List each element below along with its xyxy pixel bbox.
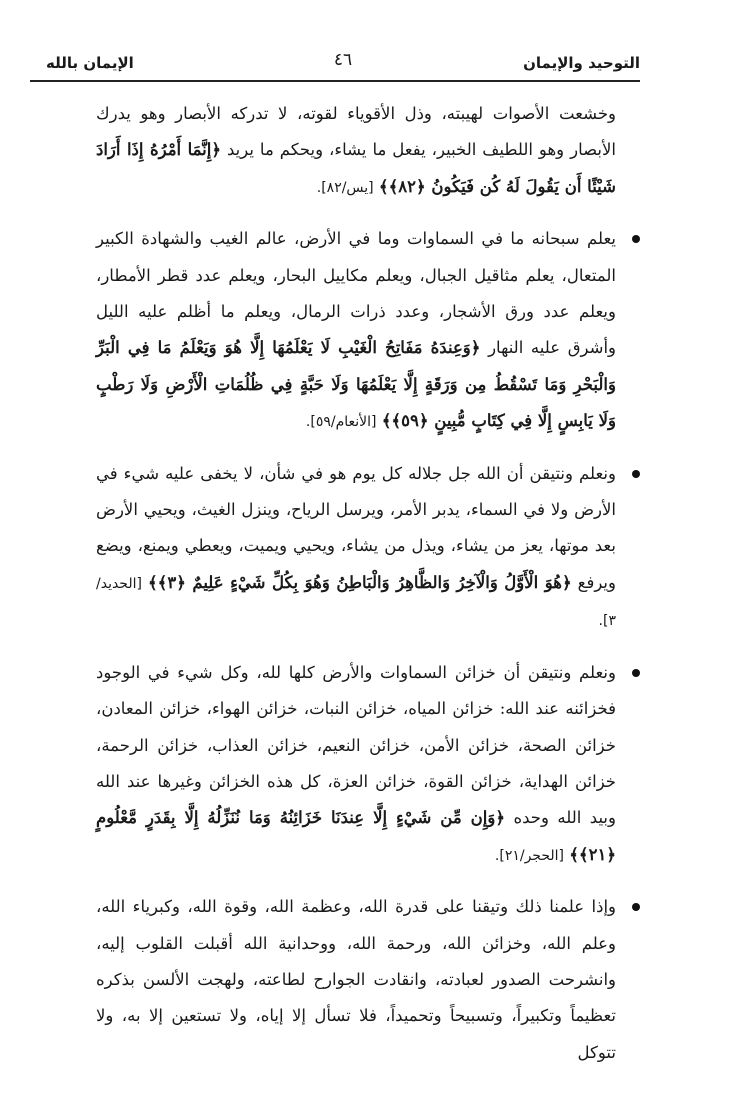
header-rule: [30, 80, 640, 82]
verse-reference: [الحجر/٢١].: [494, 847, 564, 864]
paragraph-text: يعلم سبحانه ما في السماوات وما في الأرض، عالم الغيب والشهادة الكبير المتعال، يعلم مثاقيل الجبال، ويعلم مكاييل البحار، ويعلم عدد قطر الأمطار، ويعلم عدد ورق الأشجار، وعدد ذرات الرمال، ويعلم ما أظلم عليه الليل وأشرق عليه النهار: [96, 229, 616, 358]
page-number: ٤٦: [333, 50, 353, 70]
paragraph-text: وخشعت الأصوات لهيبته، وذل الأقوياء لقوته، لا تدركه الأبصار وهو يدرك الأبصار وهو اللطيف الخبير، يفعل ما يشاء، ويحكم ما يريد: [96, 104, 616, 160]
header-chapter-title: الإيمان بالله: [46, 54, 134, 72]
page-body: [96, 96, 616, 1071]
quran-verse: ﴿هُوَ الْأَوَّلُ وَالْآخِرُ وَالظَّاهِرُ وَالْبَاطِنُ وَهُوَ بِكُلِّ شَيْءٍ عَلِيمٌ ﴿٣﴾﴾: [147, 572, 572, 592]
paragraph-4: [96, 655, 616, 874]
bullet-icon: [632, 235, 640, 243]
bullet-icon: [632, 470, 640, 478]
quran-verse: ﴿وَعِندَهُ مَفَاتِحُ الْغَيْبِ لَا يَعْلَمُهَا إِلَّا هُوَ وَيَعْلَمُ مَا فِي الْبَرِّ وَالْبَحْرِ وَمَا تَسْقُطُ مِن وَرَقَةٍ إِلَّا يَعْلَمُهَا وَلَا حَبَّةٍ فِي ظُلُمَاتِ الْأَرْضِ وَلَا رَطْبٍ وَلَا يَابِسٍ إِلَّا فِي كِتَابٍ مُّبِينٍ ﴿٥٩﴾﴾: [96, 338, 616, 431]
bullet-icon: [632, 669, 640, 677]
bullet-icon: [632, 903, 640, 911]
quran-verse: ﴿إِنَّمَا أَمْرُهُ إِذَا أَرَادَ شَيْئًا أَن يَقُولَ لَهُ كُن فَيَكُونُ ﴿٨٢﴾﴾: [96, 140, 616, 196]
paragraph-2: [96, 221, 616, 440]
header-book-title: التوحيد والإيمان: [523, 54, 640, 72]
verse-reference: [الأنعام/٥٩].: [305, 414, 377, 431]
running-header: [46, 50, 640, 80]
verse-reference: [يس/٨٢].: [316, 179, 374, 196]
verse-reference: [الحديد/٣].: [96, 575, 616, 630]
paragraph-3: [96, 456, 616, 640]
paragraph-1: [96, 96, 616, 206]
quran-verse: ﴿وَإِن مِّن شَيْءٍ إِلَّا عِندَنَا خَزَائِنُهُ وَمَا نُنَزِّلُهُ إِلَّا بِقَدَرٍ مَّعْلُومٍ ﴿٢١﴾﴾: [96, 808, 616, 864]
paragraph-text: ونعلم ونتيقن أن الله جل جلاله كل يوم هو في شأن، لا يخفى عليه شيء في الأرض ولا في السماء، يدبر الأمر، ويرسل الرياح، وينزل الغيث، ويحيي الأرض بعد موتها، يعز من يشاء، ويذل من يشاء، ويحيي ويميت، ويعطي ويمنع، ويضع ويرفع: [96, 463, 616, 592]
paragraph-5: [96, 889, 616, 1071]
paragraph-text: ونعلم ونتيقن أن خزائن السماوات والأرض كلها لله، وكل شيء في الوجود فخزائنه عند الله: خزائن المياه، خزائن النبات، خزائن الهواء، خزائن المعادن، خزائن الصحة، خزائن الأمن، خزائن النعيم، خزائن العذاب، خزائن الرحمة، خزائن الهداية، خزائن القوة، خزائن العزة، كل هذه الخزائن وغيرها عند الله وبيد الله وحده: [96, 662, 616, 828]
paragraph-text: وإذا علمنا ذلك وتيقنا على قدرة الله، وعظمة الله، وقوة الله، وكبرياء الله، وعلم الله، وخزائن الله، ورحمة الله، ووحدانية الله أقبلت القلوب إليه، وانشرحت الصدور لعبادته، وانقادت الجوارح لطاعته، ولهجت الألسن بذكره تعظيماً وتكبيراً، وتسبيحاً وتحميداً، فلا تسأل إلا إياه، ولا تستعين إلا به، ولا تتوكل: [96, 897, 616, 1062]
